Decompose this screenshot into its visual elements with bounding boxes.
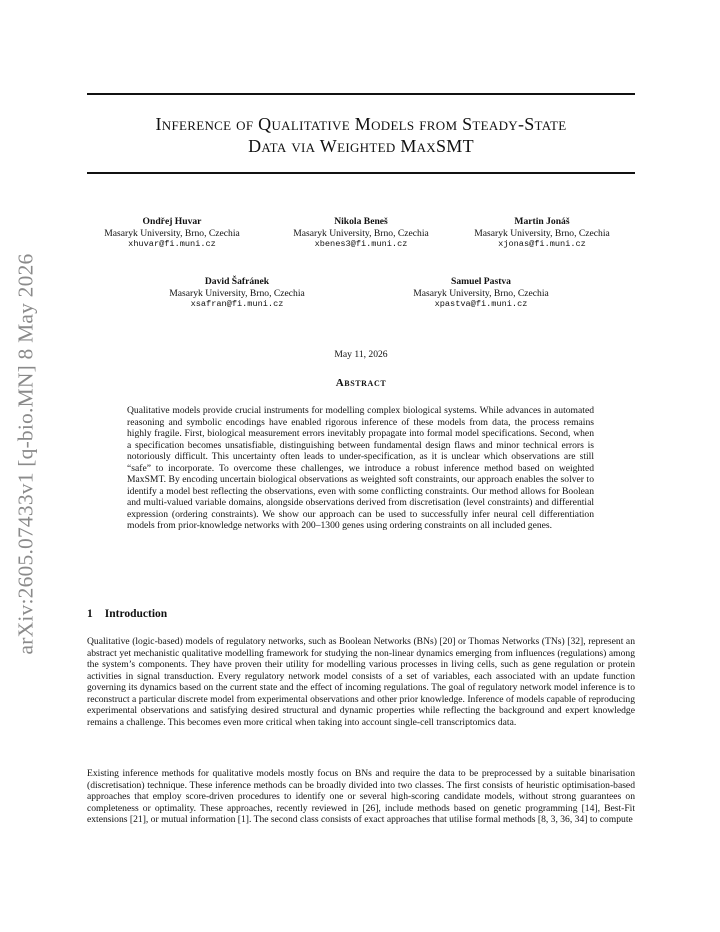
arxiv-identifier [8,244,44,664]
author-affiliation: Masaryk University, Brno, Czechia [104,227,240,239]
paper-title [87,113,635,157]
abstract-text: Qualitative models provide crucial instruments for modelling complex biological systems. While advances in automated reasoning and symbolic encodings have enabled rigorous inference of these models from data, the process remains highly fragile. First, biological measurement errors inevitably propagate into formal model specifications. Second, when a specification becomes unsatisfiable, distinguishing between fundamental design flaws and minor technical errors is notoriously difficult. This uncertainty often leads to under-specification, as it is unclear which observations are still “safe” to incorporate. To overcome these challenges, we introduce a robust inference method based on weighted MaxSMT. By encoding uncertain biological observations as weighted soft constraints, our approach enables the solver to identify a model best reflecting the observations, even with some conflicting constraints. Our method allows for Boolean and multi-valued variable domains, alongside observations derived from discretisation (level constraints) and differential expression (ordering constraints). We show our approach can be used to successfully infer neural cell differentiation models from prior-knowledge networks with 200–1300 genes using ordering constraints on all included genes. [127,405,594,531]
author-name: Martin Jonáš [514,216,570,227]
author-5 [386,276,576,311]
paper-date: May 11, 2026 [334,349,388,360]
section-number: 1 [87,608,93,620]
section-heading-introduction [87,608,167,620]
author-2 [266,216,456,251]
section-title: Introduction [104,608,168,620]
author-email: xpastva@fi.muni.cz [434,299,528,309]
title-rule-top [87,93,635,95]
author-affiliation: Masaryk University, Brno, Czechia [413,287,549,299]
title-rule-bottom [87,172,635,174]
author-affiliation: Masaryk University, Brno, Czechia [169,287,305,299]
author-affiliation: Masaryk University, Brno, Czechia [474,227,610,239]
author-3 [447,216,637,251]
author-name: David Šafránek [204,276,270,287]
author-name: Ondřej Huvar [142,216,202,227]
intro-paragraph-2: Existing inference methods for qualitative models mostly focus on BNs and require the data to be preprocessed by a suitable binarisation (discretisation) technique. These inference methods can be broadly divided into two classes. The first consists of heuristic optimisation-based approaches that employ score-driven procedures to identify one or several high-scoring candidate models, without strong guarantees on completeness or optimality. These approaches, recently reviewed in [26], include methods based on genetic programming [14], Best-Fit extensions [21], or mutual information [1]. The second class consists of exact approaches that utilise formal methods [8, 3, 36, 34] to compute [87,768,635,825]
author-name: Samuel Pastva [451,276,511,287]
author-4 [142,276,332,311]
title-line-1: Inference of Qualitative Models from Steady-State [155,114,567,134]
abstract-heading: Abstract [335,377,387,389]
author-email: xbenes3@fi.muni.cz [314,239,408,249]
intro-paragraph-1: Qualitative (logic-based) models of regulatory networks, such as Boolean Networks (BNs) [20] or Thomas Networks (TNs) [32], represent an abstract yet mechanistic qualitative modelling framework for studying the non-linear dynamics emerging from influences (regulations) among the system’s components. They have proven their utility for modelling various processes in living cells, such as gene regulation or protein activities in signal transduction. Every regulatory network model consists of a set of variables, each associated with an update function governing its dynamics based on the current state and the effect of incoming regulations. The goal of regulatory network model inference is to reconstruct a particular discrete model from experimental observations and other prior knowledge. Inference of models capable of reproducing experimental observations and satisfying desired structural and dynamic properties while reflecting the background and expert knowledge remains a challenge. This becomes even more critical when taking into account single-cell transcriptomics data. [87,636,635,728]
title-line-2: Data via Weighted MaxSMT [248,136,474,156]
author-1 [77,216,267,251]
author-affiliation: Masaryk University, Brno, Czechia [293,227,429,239]
arxiv-identifier-text: arXiv:2605.07433v1 [q-bio.MN] 8 May 2026 [13,253,38,655]
author-name: Nikola Beneš [334,216,388,227]
author-email: xsafran@fi.muni.cz [190,299,284,309]
author-email: xhuvar@fi.muni.cz [128,239,216,249]
author-email: xjonas@fi.muni.cz [498,239,586,249]
